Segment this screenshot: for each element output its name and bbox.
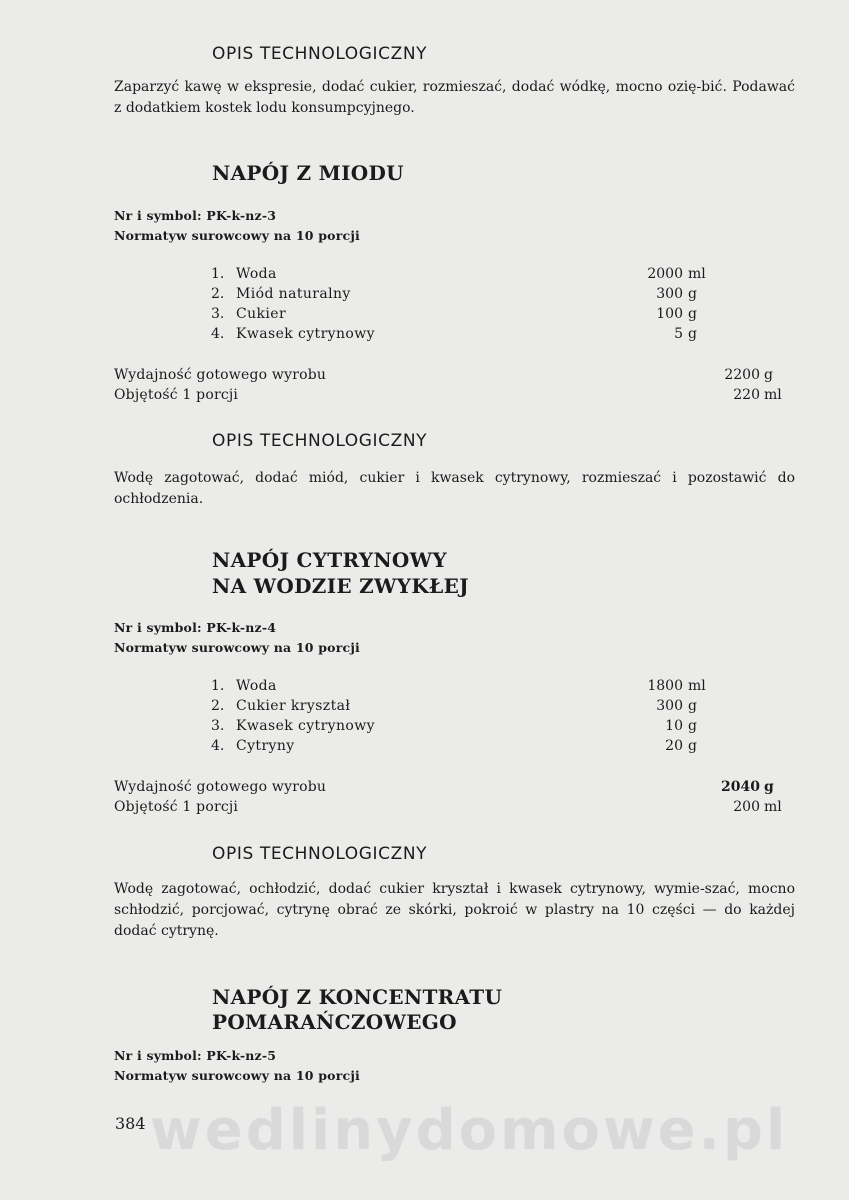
portion-label: Objętość 1 porcji bbox=[114, 387, 239, 403]
opis-heading-2: OPIS TECHNOLOGICZNY bbox=[212, 431, 428, 451]
ingredient-unit: g bbox=[688, 286, 697, 302]
opis-text-3: Wodę zagotować, ochłodzić, dodać cukier kryształ i kwasek cytrynowy, wymie-szać, mocno schłodzić, porcjować, cytrynę obrać ze skórki, pokroić w plastry na 10 części — do każdej dodać cytrynę. bbox=[114, 881, 795, 939]
ingredient-unit: g bbox=[688, 326, 697, 342]
yield-label: Wydajność gotowego wyrobu bbox=[114, 367, 327, 383]
ingredient-quantity: 100 bbox=[656, 306, 683, 322]
portion-value: 200 bbox=[733, 799, 760, 815]
ingredient-name: Woda bbox=[236, 266, 277, 282]
yield-label: Wydajność gotowego wyrobu bbox=[114, 779, 327, 795]
recipe-title-koncentrat-1: NAPÓJ Z KONCENTRATU bbox=[212, 985, 503, 1009]
ingredient-quantity: 2000 bbox=[647, 266, 683, 282]
yield-unit: g bbox=[764, 779, 774, 795]
recipe-title-miod: NAPÓJ Z MIODU bbox=[212, 161, 404, 185]
ingredient-number: 4. bbox=[211, 326, 225, 342]
ingredient-unit: g bbox=[688, 738, 697, 754]
opis-heading-3: OPIS TECHNOLOGICZNY bbox=[212, 844, 428, 864]
portion-label: Objętość 1 porcji bbox=[114, 799, 239, 815]
ingredient-name: Kwasek cytrynowy bbox=[236, 718, 375, 734]
yield-unit: g bbox=[764, 367, 773, 383]
ingredient-unit: g bbox=[688, 718, 697, 734]
opis-text-1: Zaparzyć kawę w ekspresie, dodać cukier, rozmieszać, dodać wódkę, mocno ozię-bić. Podawać z dodatkiem kostek lodu konsumpcyjnego. bbox=[114, 79, 795, 116]
ingredient-unit: g bbox=[688, 698, 697, 714]
ingredient-unit: g bbox=[688, 306, 697, 322]
ingredient-name: Cukier bbox=[236, 306, 287, 322]
ingredient-number: 4. bbox=[211, 738, 225, 754]
ingredient-name: Miód naturalny bbox=[236, 286, 351, 302]
ingredient-name: Kwasek cytrynowy bbox=[236, 326, 375, 342]
ingredient-quantity: 1800 bbox=[647, 678, 683, 694]
ingredient-quantity: 10 bbox=[665, 718, 683, 734]
recipe-symbol: Nr i symbol: PK-k-nz-5 bbox=[114, 1048, 277, 1063]
recipe-title-cytrynowy-2: NA WODZIE ZWYKŁEJ bbox=[212, 574, 469, 598]
ingredient-unit: ml bbox=[688, 266, 706, 282]
portion-unit: ml bbox=[764, 799, 782, 815]
opis-heading-1: OPIS TECHNOLOGICZNY bbox=[212, 44, 428, 64]
yield-value: 2040 bbox=[721, 779, 760, 795]
ingredient-number: 1. bbox=[211, 266, 225, 282]
recipe-normatyw: Normatyw surowcowy na 10 porcji bbox=[114, 640, 360, 655]
recipe-title-koncentrat-2: POMARAŃCZOWEGO bbox=[212, 1010, 457, 1034]
ingredient-quantity: 300 bbox=[656, 286, 683, 302]
ingredient-name: Cytryny bbox=[236, 738, 295, 754]
ingredient-name: Woda bbox=[236, 678, 277, 694]
ingredient-name: Cukier kryształ bbox=[236, 698, 351, 714]
yield-value: 2200 bbox=[724, 367, 760, 383]
recipe-title-cytrynowy-1: NAPÓJ CYTRYNOWY bbox=[212, 548, 447, 572]
ingredient-number: 2. bbox=[211, 286, 225, 302]
ingredient-quantity: 300 bbox=[656, 698, 683, 714]
ingredient-unit: ml bbox=[688, 678, 706, 694]
portion-value: 220 bbox=[733, 387, 760, 403]
portion-unit: ml bbox=[764, 387, 782, 403]
recipe-symbol: Nr i symbol: PK-k-nz-4 bbox=[114, 620, 277, 635]
ingredient-number: 3. bbox=[211, 718, 225, 734]
recipe-normatyw: Normatyw surowcowy na 10 porcji bbox=[114, 228, 360, 243]
recipe-symbol: Nr i symbol: PK-k-nz-3 bbox=[114, 208, 277, 223]
ingredient-quantity: 20 bbox=[665, 738, 683, 754]
ingredient-quantity: 5 bbox=[674, 326, 683, 342]
ingredient-number: 2. bbox=[211, 698, 225, 714]
watermark: wedlinydomowe.pl bbox=[150, 1098, 789, 1163]
page-number: 384 bbox=[115, 1114, 146, 1133]
recipe-normatyw: Normatyw surowcowy na 10 porcji bbox=[114, 1068, 360, 1083]
ingredient-number: 3. bbox=[211, 306, 225, 322]
ingredient-number: 1. bbox=[211, 678, 225, 694]
opis-text-2: Wodę zagotować, dodać miód, cukier i kwasek cytrynowy, rozmieszać i pozostawić do ochłodzenia. bbox=[114, 470, 795, 507]
